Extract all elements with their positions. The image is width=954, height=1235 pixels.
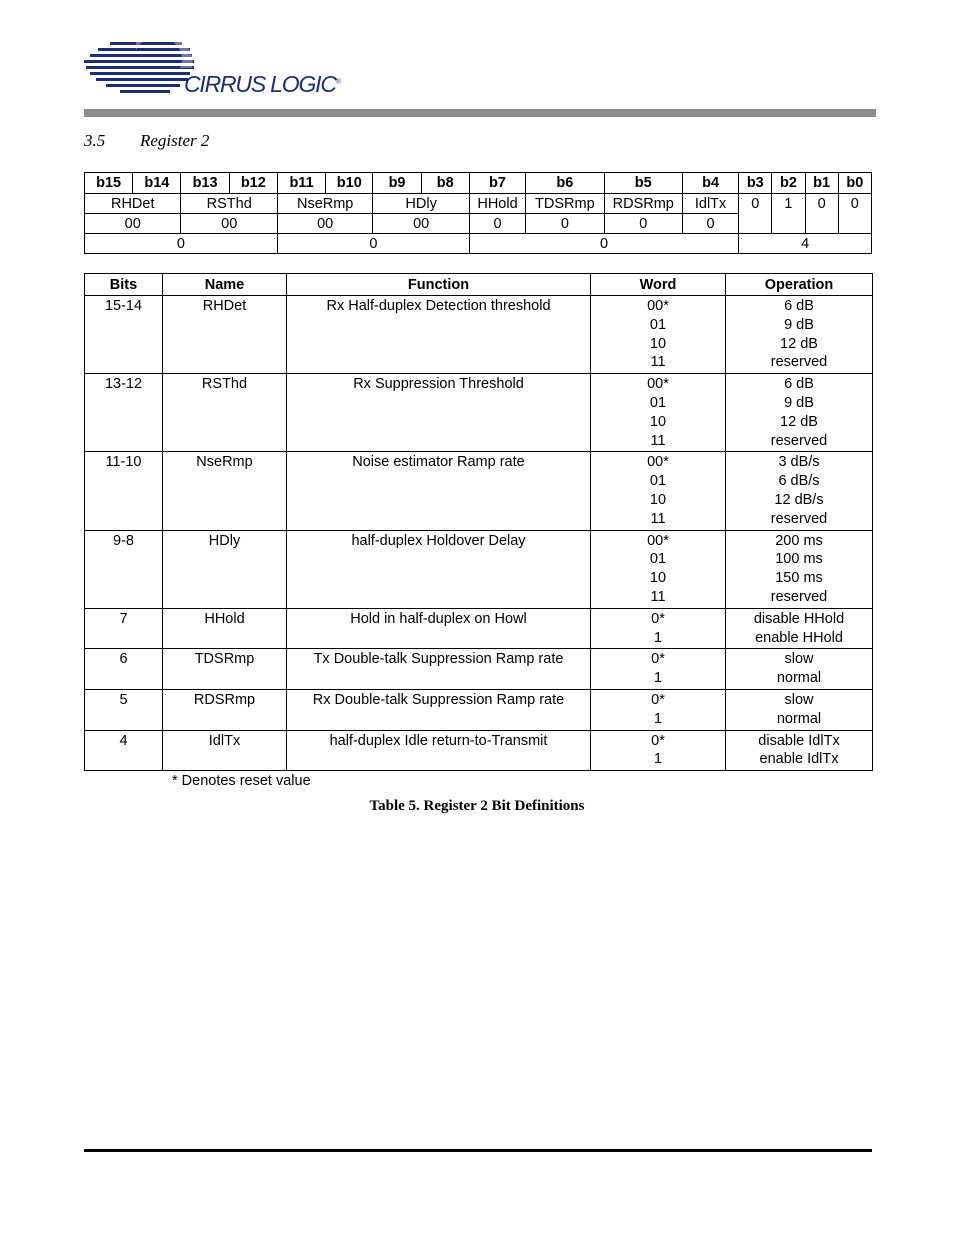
definition-row (85, 608, 873, 649)
word-value: 11 (650, 588, 666, 605)
field-function: Tx Double-talk Suppression Ramp rate (287, 649, 591, 690)
bit-header: b10 (326, 173, 373, 194)
footer-divider (84, 1149, 872, 1152)
fixed-bit-value: 1 (772, 194, 805, 234)
bit-header: b7 (469, 173, 525, 194)
field-name: IdlTx (682, 194, 738, 214)
operation-value: 100 ms (775, 551, 823, 568)
field-function: half-duplex Idle return-to-Transmit (287, 730, 591, 771)
field-name: HHold (163, 608, 287, 649)
default-value: 0 (682, 214, 738, 234)
header-divider (84, 109, 876, 117)
default-value: 00 (85, 214, 181, 234)
operation-value: reserved (770, 510, 828, 527)
definition-row (85, 452, 873, 530)
operation-value: 6 dB (784, 298, 814, 314)
word-values (591, 452, 726, 530)
operation-value: 9 dB (784, 316, 814, 333)
word-value: 1 (653, 751, 663, 768)
fixed-bit-value: 0 (838, 194, 871, 234)
word-value: 0* (651, 610, 665, 627)
bit-header: b4 (682, 173, 738, 194)
field-name: RHDet (85, 194, 181, 214)
operation-value: 12 dB/s (774, 491, 824, 508)
registered-mark: ® (335, 78, 341, 86)
word-value: 10 (649, 570, 667, 587)
bit-range: 4 (85, 730, 163, 771)
column-header: Function (287, 274, 591, 296)
logo-text: CIRRUS LOGIC (184, 71, 336, 97)
definition-row (85, 530, 873, 608)
word-values (591, 530, 726, 608)
definitions-header-row (85, 274, 873, 296)
fixed-bit-value: 0 (805, 194, 838, 234)
word-values (591, 374, 726, 452)
word-value: 11 (650, 432, 666, 449)
bit-header: b2 (772, 173, 805, 194)
operation-value: 200 ms (775, 532, 823, 549)
field-name: RHDet (163, 296, 287, 374)
definition-row (85, 374, 873, 452)
word-value: 11 (650, 354, 666, 371)
word-value: 0* (651, 651, 665, 668)
word-values (591, 730, 726, 771)
word-value: 1 (653, 710, 663, 727)
field-name: RSThd (181, 194, 277, 214)
operation-value: 12 dB (780, 413, 818, 430)
field-name: NseRmp (277, 194, 372, 214)
field-function: Noise estimator Ramp rate (287, 452, 591, 530)
word-value: 01 (649, 473, 667, 490)
bit-header: b5 (604, 173, 682, 194)
reset-value-footnote: * Denotes reset value (172, 773, 311, 789)
bit-range: 6 (85, 649, 163, 690)
bit-range: 5 (85, 689, 163, 730)
bit-header: b11 (277, 173, 325, 194)
operation-values (726, 689, 873, 730)
field-name: NseRmp (163, 452, 287, 530)
word-value: 00* (647, 298, 669, 314)
operation-value: enable IdlTx (759, 751, 839, 768)
operation-value: 6 dB (784, 376, 814, 393)
word-value: 00* (647, 376, 669, 393)
operation-value: enable HHold (755, 629, 843, 646)
field-name: TDSRmp (526, 194, 604, 214)
register-bit-header-row (85, 173, 872, 194)
operation-values (726, 730, 873, 771)
table-caption: Table 5. Register 2 Bit Definitions (369, 798, 585, 814)
field-name: HDly (163, 530, 287, 608)
logo-wordmark (184, 71, 341, 98)
bit-range: 13-12 (85, 374, 163, 452)
field-function: Rx Double-talk Suppression Ramp rate (287, 689, 591, 730)
bit-range: 11-10 (85, 452, 163, 530)
operation-value: normal (776, 670, 822, 687)
default-value: 00 (181, 214, 277, 234)
word-value: 01 (649, 551, 667, 568)
word-value: 10 (649, 335, 667, 352)
field-name: HDly (373, 194, 469, 214)
hex-nibble: 4 (739, 234, 872, 254)
bit-range: 7 (85, 608, 163, 649)
word-value: 10 (649, 413, 667, 430)
column-header: Name (163, 274, 287, 296)
word-value: 0* (651, 691, 665, 708)
operation-value: slow (784, 691, 814, 708)
operation-values (726, 608, 873, 649)
word-values (591, 296, 726, 374)
bit-header: b1 (805, 173, 838, 194)
field-name: RSThd (163, 374, 287, 452)
default-value: 0 (469, 214, 525, 234)
operation-value: 6 dB/s (778, 473, 820, 490)
operation-values (726, 530, 873, 608)
operation-value: disable HHold (753, 610, 845, 627)
word-values (591, 649, 726, 690)
operation-value: 12 dB (780, 335, 818, 352)
default-value: 00 (373, 214, 469, 234)
word-values (591, 608, 726, 649)
operation-value: reserved (770, 354, 828, 371)
operation-values (726, 649, 873, 690)
hex-nibble: 0 (85, 234, 278, 254)
bit-definitions-table (84, 273, 873, 771)
column-header: Operation (726, 274, 873, 296)
operation-values (726, 296, 873, 374)
operation-values (726, 374, 873, 452)
field-function: Hold in half-duplex on Howl (287, 608, 591, 649)
field-name: IdlTx (163, 730, 287, 771)
column-header: Bits (85, 274, 163, 296)
word-value: 01 (649, 316, 667, 333)
word-value: 11 (650, 510, 666, 527)
bit-header: b15 (85, 173, 133, 194)
operation-value: 9 dB (784, 394, 814, 411)
section-heading (84, 131, 209, 151)
register-layout-table (84, 172, 872, 254)
operation-value: reserved (770, 588, 828, 605)
operation-value: reserved (770, 432, 828, 449)
bit-header: b9 (373, 173, 421, 194)
operation-value: disable IdlTx (758, 732, 840, 749)
bit-header: b6 (526, 173, 604, 194)
operation-values (726, 452, 873, 530)
operation-value: slow (784, 651, 814, 668)
bit-header: b12 (229, 173, 277, 194)
bit-range: 15-14 (85, 296, 163, 374)
word-value: 00* (647, 454, 669, 471)
bit-range: 9-8 (85, 530, 163, 608)
column-header: Word (591, 274, 726, 296)
field-name: TDSRmp (163, 649, 287, 690)
field-function: Rx Half-duplex Detection threshold (287, 296, 591, 374)
register-field-name-row (85, 194, 872, 214)
field-name: RDSRmp (604, 194, 682, 214)
word-value: 1 (653, 670, 663, 687)
word-value: 00* (647, 532, 669, 549)
word-value: 0* (651, 732, 665, 749)
word-values (591, 689, 726, 730)
default-value: 0 (604, 214, 682, 234)
definition-row (85, 689, 873, 730)
register-hex-row (85, 234, 872, 254)
bit-header: b14 (133, 173, 181, 194)
bit-header: b13 (181, 173, 229, 194)
section-title: Register 2 (140, 131, 210, 150)
field-function: half-duplex Holdover Delay (287, 530, 591, 608)
definition-row (85, 649, 873, 690)
operation-value: normal (776, 710, 822, 727)
bit-header: b3 (739, 173, 772, 194)
operation-value: 3 dB/s (778, 454, 820, 471)
default-value: 00 (277, 214, 372, 234)
field-name: HHold (469, 194, 525, 214)
definition-row (85, 296, 873, 374)
field-function: Rx Suppression Threshold (287, 374, 591, 452)
hex-nibble: 0 (469, 234, 738, 254)
hex-nibble: 0 (277, 234, 469, 254)
default-value: 0 (526, 214, 604, 234)
bit-header: b0 (838, 173, 871, 194)
field-name: RDSRmp (163, 689, 287, 730)
word-value: 10 (649, 491, 667, 508)
section-number: 3.5 (84, 131, 106, 150)
fixed-bit-value: 0 (739, 194, 772, 234)
operation-value: 150 ms (775, 570, 823, 587)
definition-row (85, 730, 873, 771)
bit-header: b8 (421, 173, 469, 194)
word-value: 01 (649, 394, 667, 411)
word-value: 1 (653, 629, 663, 646)
